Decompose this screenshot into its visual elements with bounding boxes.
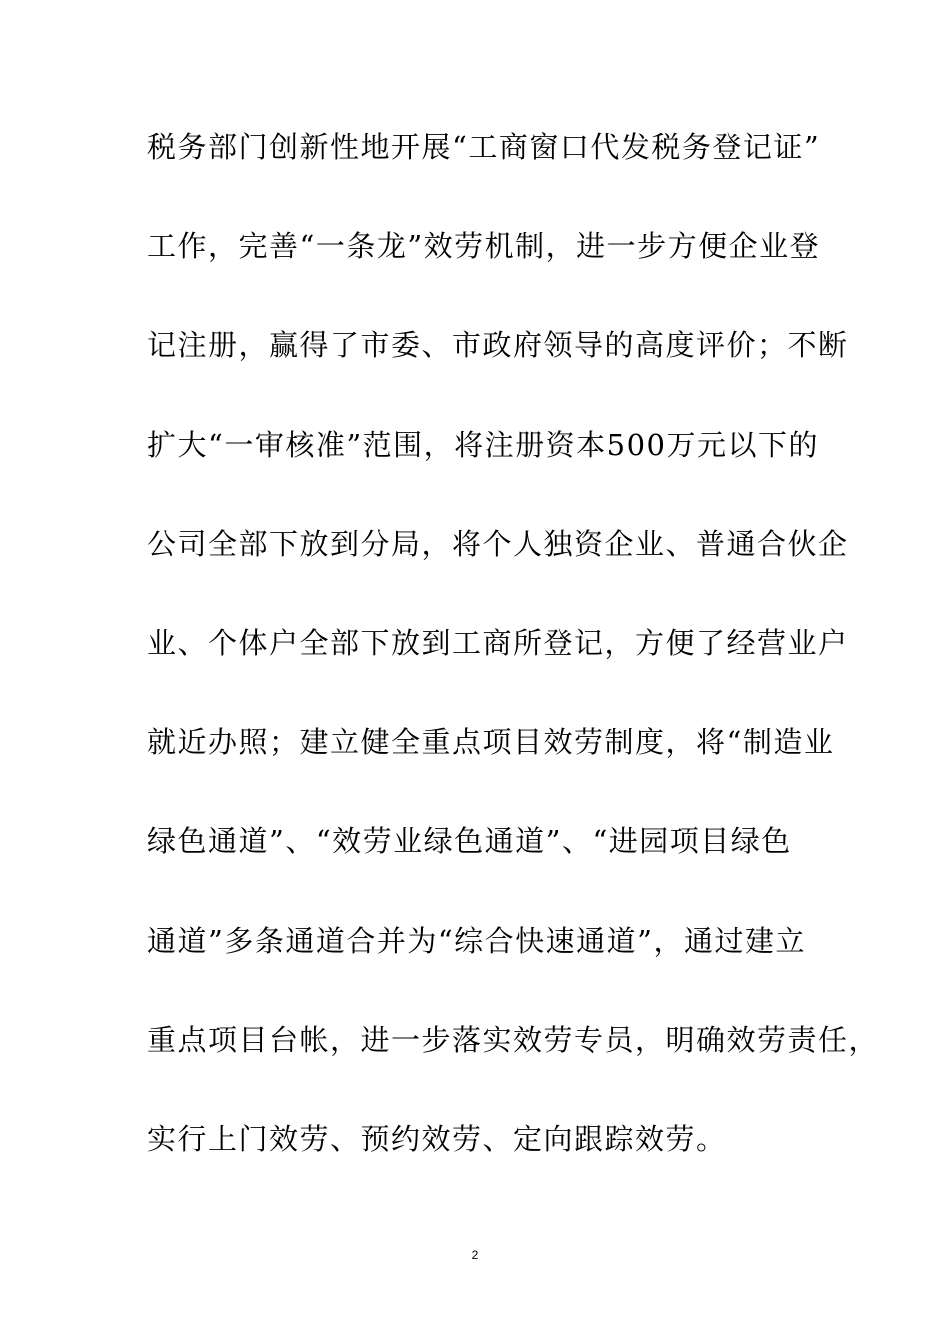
text-line: 税务部门创新性地开展“工商窗口代发税务登记证” (147, 130, 821, 164)
text-line: 绿色通道”、“效劳业绿色通道”、“进园项目绿色 (147, 824, 792, 859)
text-line: 公司全部下放到分局，将个人独资企业、普通合伙企 (147, 526, 849, 561)
text-line: 通道”多条通道合并为“综合快速通道”，通过建立 (147, 923, 806, 958)
text-line: 业、个体户全部下放到工商所登记，方便了经营业户 (147, 625, 849, 660)
body-paragraph (147, 123, 880, 1214)
text-line: 实行上门效劳、预约效劳、定向跟踪效劳。 (147, 1121, 727, 1156)
text-line: 扩大“一审核准”范围，将注册资本500万元以下的 (147, 427, 820, 462)
text-line: 就近办照；建立健全重点项目效劳制度，将“制造业 (147, 725, 835, 760)
page-number: 2 (471, 1248, 479, 1262)
text-line: 记注册，赢得了市委、市政府领导的高度评价；不断 (147, 328, 849, 363)
text-line: 重点项目台帐，进一步落实效劳专员，明确效劳责任， (147, 1022, 880, 1057)
text-line: 工作，完善“一条龙”效劳机制，进一步方便企业登 (147, 229, 821, 264)
